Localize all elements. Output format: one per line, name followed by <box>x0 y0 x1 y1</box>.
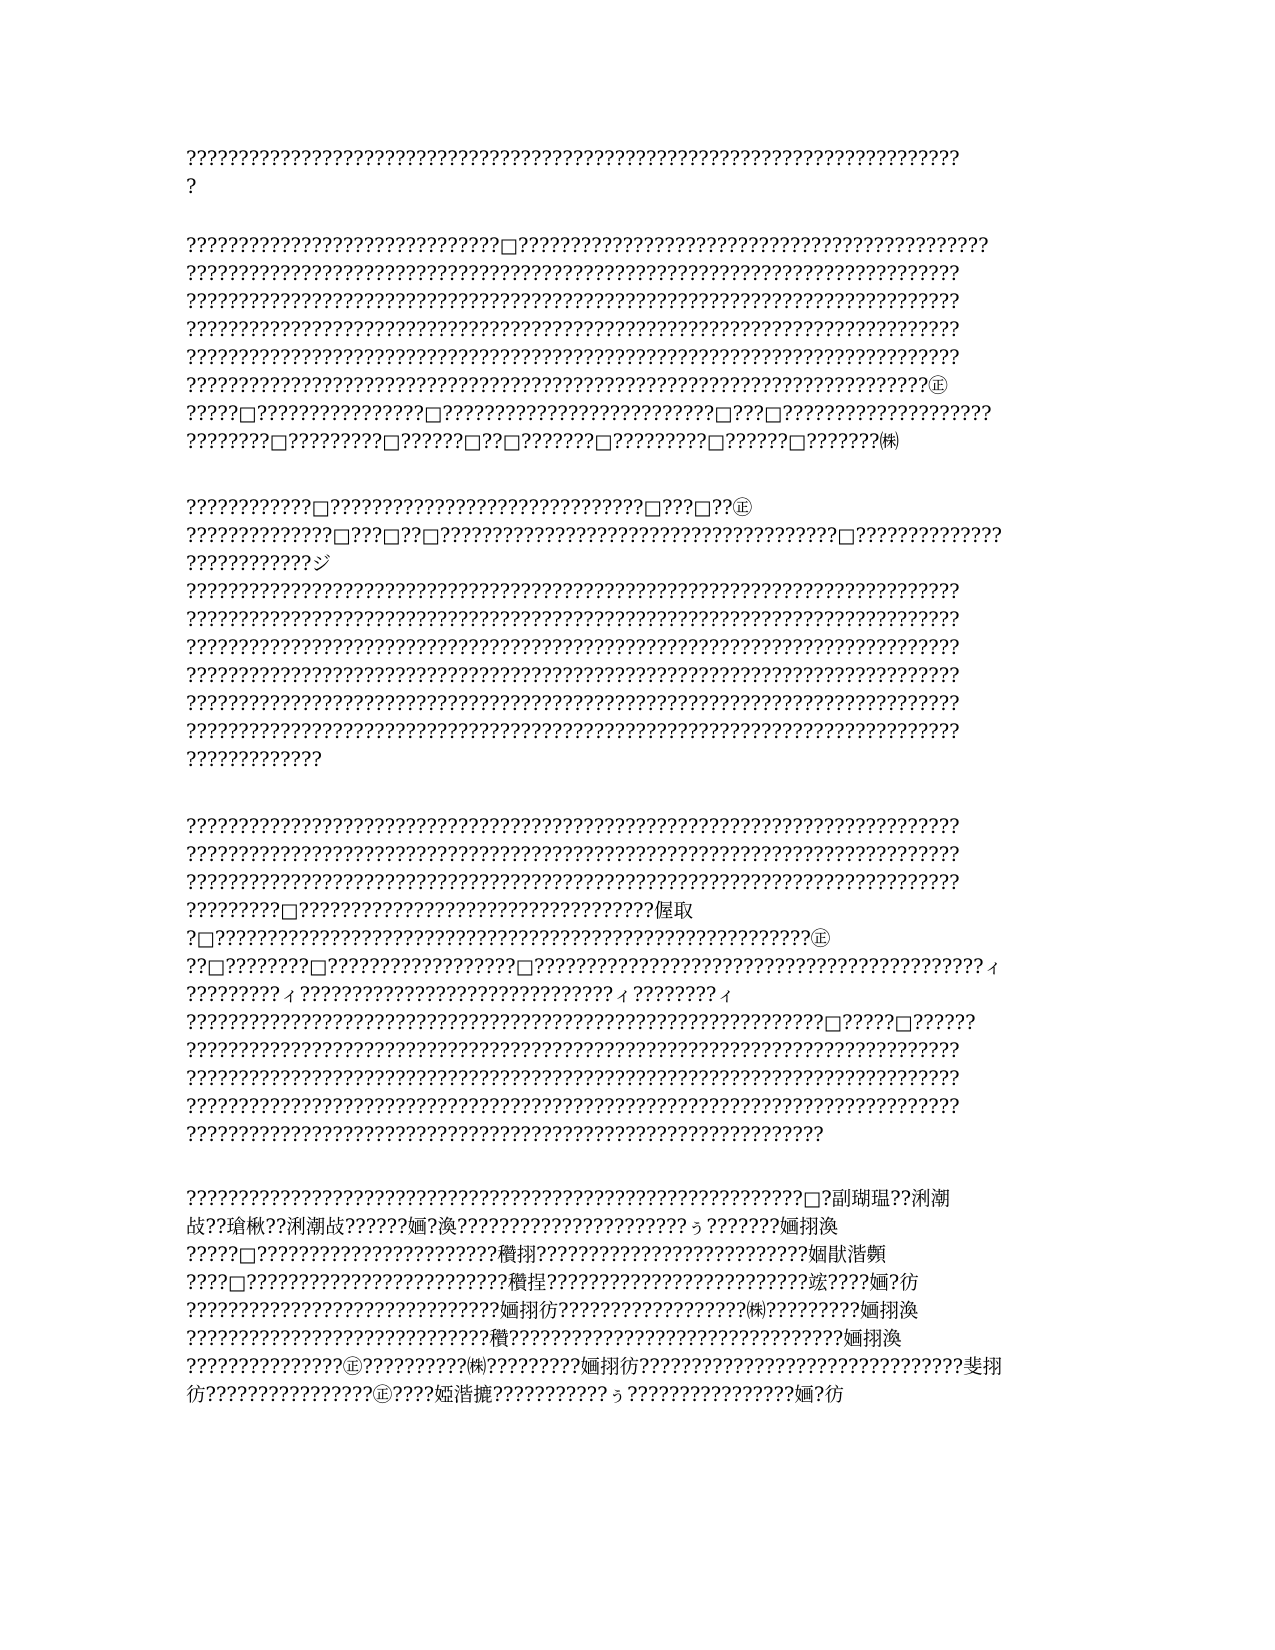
paragraph-4 <box>186 813 1086 1149</box>
text-line: ?????????????????????????????????????????????????????????????????????????? <box>186 346 960 369</box>
text-line: ?????????????????????????????????????????????????????????????????????????? <box>186 720 960 743</box>
text-line: ?????????????????????????????????????????????????????????????????????????? <box>186 871 960 894</box>
text-line: ????????□?????????□??????□??□???????□?????????□??????□???????㈱ <box>186 430 900 453</box>
text-line: ?????????????????????????????????????????????????????????????????????????? <box>186 815 960 838</box>
text-line: ?????????????????????????????????????????????????????????????????????????? <box>186 1039 960 1062</box>
text-line: ?????????????????????????????????????????????????????????????????????????? <box>186 843 960 866</box>
text-line: ?????????????????????????????????????????????????????????????????????????? <box>186 147 960 170</box>
text-line: ? <box>186 175 197 198</box>
paragraph-3 <box>186 494 1086 774</box>
text-line: ????????????? <box>186 748 322 771</box>
text-line: 彷????????????????㊣????婭湝摝???????????ぅ????????????????婳?彷 <box>186 1383 844 1406</box>
text-line: ?????????????????????????????????????????????????????????????□?????□?????? <box>186 1011 976 1034</box>
text-line: ?????????????????????????????????????????????????????????????????????????? <box>186 290 960 313</box>
text-line: ?????????????????????????????????????????????????????????????????????????? <box>186 608 960 631</box>
paragraph-1 <box>186 145 1086 201</box>
text-line: 敁??瑲楸??浰潮敁??????婳?渙??????????????????????ぅ???????婳挧渙 <box>186 1215 839 1238</box>
text-line: ?????????????????????????????????????????????????????????????????????????? <box>186 1095 960 1118</box>
text-line: ?????????□??????????????????????????????????偓取 <box>186 899 693 922</box>
paragraph-2 <box>186 232 1086 456</box>
text-line: ????????????????????????????????????????????????????????????? <box>186 1123 824 1146</box>
text-line: ???????????????????????????????????????????????????????????□?副瑚瑥??浰潮 <box>186 1187 951 1210</box>
text-line: ?????????????????????????????????????????????????????????????????????????? <box>186 318 960 341</box>
text-line: ??□????????□??????????????????□???????????????????????????????????????????ィ <box>186 955 1004 978</box>
text-line: ?????????ィ??????????????????????????????ィ????????ィ <box>186 983 736 1006</box>
text-line: ????□?????????????????????????穳挰?????????????????????????竤????婳?彷 <box>186 1271 919 1294</box>
text-line: ?□?????????????????????????????????????????????????????????㊣ <box>186 927 831 950</box>
text-line: ??????????????□???□??□??????????????????????????????????????□?????????????? <box>186 524 1002 547</box>
text-line: ?????????????????????????????????????????????????????????????????????????? <box>186 664 960 687</box>
text-line: ?????????????????????????????????????????????????????????????????????????? <box>186 1067 960 1090</box>
text-line: ?????????????????????????????????????????????????????????????????????????? <box>186 692 960 715</box>
text-line: ?????????????????????????????穳????????????????????????????????婳挧渙 <box>186 1327 902 1350</box>
text-line: ????????????ジ <box>186 552 331 575</box>
text-line: ?????□???????????????????????穳挧??????????????????????????婟猒湝顭 <box>186 1243 886 1266</box>
text-line: ?????????????????????????????????????????????????????????????????????????? <box>186 262 960 285</box>
text-line: ?????????????????????????????????????????????????????????????????????????? <box>186 636 960 659</box>
paragraph-5 <box>186 1185 1086 1409</box>
text-line: ???????????????㊣??????????㈱?????????婳挧彷???????????????????????????????斐挧 <box>186 1355 1003 1378</box>
text-line: ???????????????????????????????????????????????????????????????????????㊣ <box>186 374 948 397</box>
text-line: ?????□????????????????□??????????????????????????□???□???????????????????? <box>186 402 992 425</box>
text-line: ????????????□??????????????????????????????□???□??㊣ <box>186 496 753 519</box>
text-line: ?????????????????????????????????????????????????????????????????????????? <box>186 580 960 603</box>
text-line: ??????????????????????????????婳挧彷??????????????????㈱?????????婳挧渙 <box>186 1299 919 1322</box>
text-line: ??????????????????????????????□????????????????????????????????????????????? <box>186 234 989 257</box>
